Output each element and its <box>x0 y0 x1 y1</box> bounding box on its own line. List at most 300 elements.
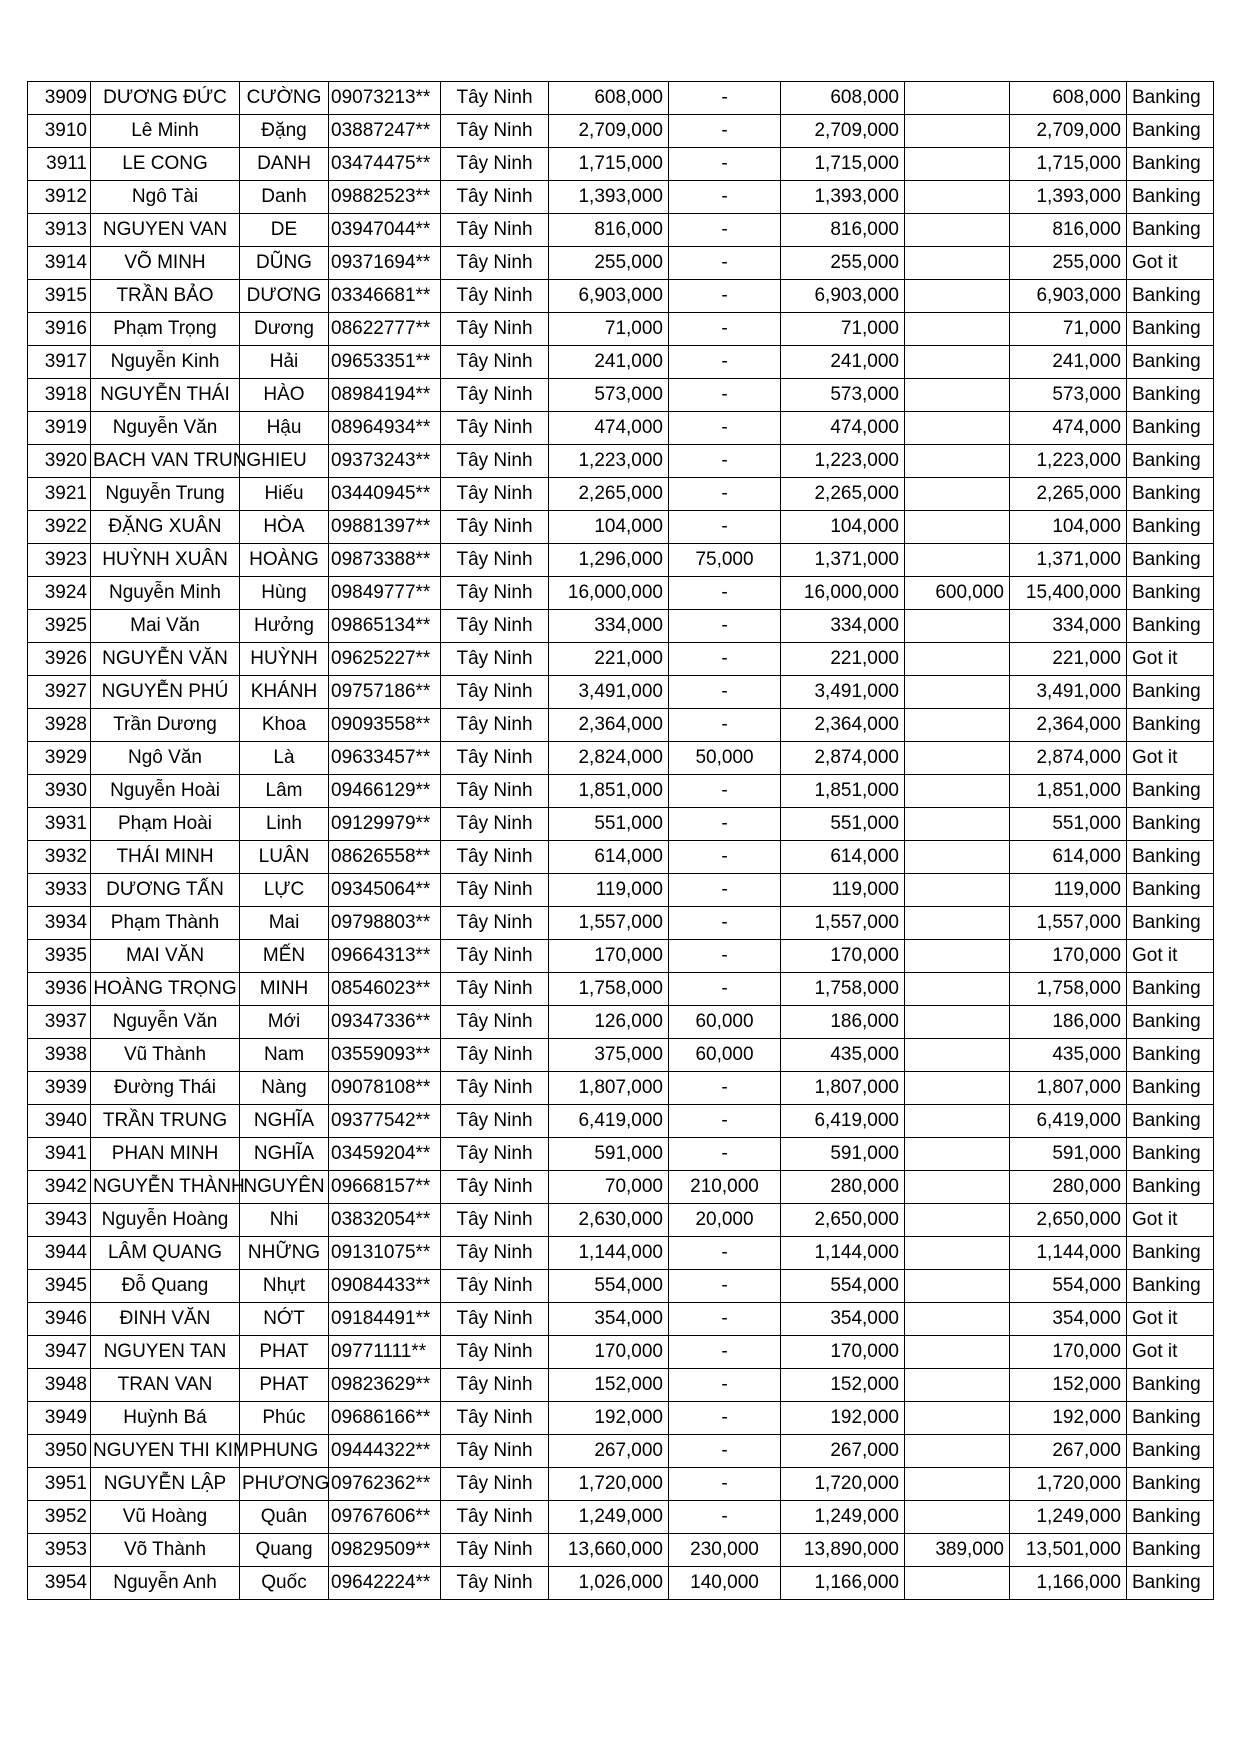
deduction-cell <box>905 82 1010 115</box>
surname-cell: NGUYEN VAN <box>91 214 240 247</box>
row-number-cell: 3921 <box>28 478 91 511</box>
method-cell: Banking <box>1127 379 1214 412</box>
deduction-cell <box>905 346 1010 379</box>
total-cell: 2,364,000 <box>1010 709 1127 742</box>
row-number-cell: 3912 <box>28 181 91 214</box>
subtotal-cell: 1,807,000 <box>781 1072 905 1105</box>
total-cell: 6,419,000 <box>1010 1105 1127 1138</box>
subtotal-cell: 2,265,000 <box>781 478 905 511</box>
row-number-cell: 3914 <box>28 247 91 280</box>
subtotal-cell: 1,720,000 <box>781 1468 905 1501</box>
surname-cell: ĐINH VĂN <box>91 1303 240 1336</box>
bonus-cell: 75,000 <box>669 544 781 577</box>
bonus-cell: - <box>669 676 781 709</box>
phone-cell: 09865134** <box>329 610 441 643</box>
bonus-cell: 230,000 <box>669 1534 781 1567</box>
deduction-cell <box>905 313 1010 346</box>
amount-cell: 1,807,000 <box>549 1072 669 1105</box>
given-name-cell: Phúc <box>240 1402 329 1435</box>
surname-cell: Phạm Thành <box>91 907 240 940</box>
subtotal-cell: 2,364,000 <box>781 709 905 742</box>
table-row <box>28 1270 1214 1303</box>
table-row <box>28 82 1214 115</box>
subtotal-cell: 1,144,000 <box>781 1237 905 1270</box>
surname-cell: Đỗ Quang <box>91 1270 240 1303</box>
method-cell: Got it <box>1127 1204 1214 1237</box>
method-cell: Banking <box>1127 1468 1214 1501</box>
method-cell: Banking <box>1127 808 1214 841</box>
method-cell: Got it <box>1127 742 1214 775</box>
bonus-cell: - <box>669 148 781 181</box>
method-cell: Banking <box>1127 412 1214 445</box>
table-row <box>28 1171 1214 1204</box>
amount-cell: 1,720,000 <box>549 1468 669 1501</box>
subtotal-cell: 1,758,000 <box>781 973 905 1006</box>
row-number-cell: 3916 <box>28 313 91 346</box>
bonus-cell: - <box>669 709 781 742</box>
amount-cell: 221,000 <box>549 643 669 676</box>
surname-cell: NGUYỄN THÀNH <box>91 1171 240 1204</box>
row-number-cell: 3945 <box>28 1270 91 1303</box>
phone-cell: 08964934** <box>329 412 441 445</box>
deduction-cell <box>905 610 1010 643</box>
subtotal-cell: 1,166,000 <box>781 1567 905 1600</box>
surname-cell: Võ Thành <box>91 1534 240 1567</box>
phone-cell: 03832054** <box>329 1204 441 1237</box>
amount-cell: 2,265,000 <box>549 478 669 511</box>
row-number-cell: 3941 <box>28 1138 91 1171</box>
row-number-cell: 3950 <box>28 1435 91 1468</box>
given-name-cell: HÀO <box>240 379 329 412</box>
amount-cell: 1,393,000 <box>549 181 669 214</box>
total-cell: 186,000 <box>1010 1006 1127 1039</box>
surname-cell: Mai Văn <box>91 610 240 643</box>
given-name-cell: LỰC <box>240 874 329 907</box>
method-cell: Got it <box>1127 1303 1214 1336</box>
method-cell: Banking <box>1127 973 1214 1006</box>
method-cell: Banking <box>1127 577 1214 610</box>
surname-cell: NGUYEN TAN <box>91 1336 240 1369</box>
row-number-cell: 3920 <box>28 445 91 478</box>
bonus-cell: - <box>669 1501 781 1534</box>
row-number-cell: 3934 <box>28 907 91 940</box>
deduction-cell <box>905 1204 1010 1237</box>
phone-cell: 08984194** <box>329 379 441 412</box>
amount-cell: 104,000 <box>549 511 669 544</box>
total-cell: 474,000 <box>1010 412 1127 445</box>
amount-cell: 170,000 <box>549 940 669 973</box>
subtotal-cell: 170,000 <box>781 940 905 973</box>
given-name-cell: LUÂN <box>240 841 329 874</box>
method-cell: Got it <box>1127 247 1214 280</box>
method-cell: Banking <box>1127 775 1214 808</box>
phone-cell: 09633457** <box>329 742 441 775</box>
given-name-cell: NHỮNG <box>240 1237 329 1270</box>
total-cell: 255,000 <box>1010 247 1127 280</box>
surname-cell: LÂM QUANG <box>91 1237 240 1270</box>
table-row <box>28 610 1214 643</box>
table-row <box>28 1072 1214 1105</box>
row-number-cell: 3935 <box>28 940 91 973</box>
method-cell: Banking <box>1127 709 1214 742</box>
province-cell: Tây Ninh <box>441 313 549 346</box>
surname-cell: BACH VAN TRUNG <box>91 445 240 478</box>
subtotal-cell: 551,000 <box>781 808 905 841</box>
amount-cell: 1,557,000 <box>549 907 669 940</box>
method-cell: Banking <box>1127 214 1214 247</box>
table-row <box>28 907 1214 940</box>
bonus-cell: - <box>669 940 781 973</box>
surname-cell: MAI VĂN <box>91 940 240 973</box>
table-row <box>28 247 1214 280</box>
surname-cell: NGUYỄN VĂN <box>91 643 240 676</box>
row-number-cell: 3939 <box>28 1072 91 1105</box>
table-row <box>28 511 1214 544</box>
table-row <box>28 577 1214 610</box>
amount-cell: 1,715,000 <box>549 148 669 181</box>
given-name-cell: MẾN <box>240 940 329 973</box>
table-row <box>28 1468 1214 1501</box>
given-name-cell: Hưởng <box>240 610 329 643</box>
deduction-cell <box>905 676 1010 709</box>
table-row <box>28 1501 1214 1534</box>
total-cell: 13,501,000 <box>1010 1534 1127 1567</box>
row-number-cell: 3940 <box>28 1105 91 1138</box>
method-cell: Banking <box>1127 1270 1214 1303</box>
province-cell: Tây Ninh <box>441 181 549 214</box>
province-cell: Tây Ninh <box>441 1303 549 1336</box>
total-cell: 1,807,000 <box>1010 1072 1127 1105</box>
given-name-cell: DŨNG <box>240 247 329 280</box>
table-body <box>28 82 1214 1600</box>
province-cell: Tây Ninh <box>441 1369 549 1402</box>
surname-cell: VÕ MINH <box>91 247 240 280</box>
method-cell: Banking <box>1127 1138 1214 1171</box>
subtotal-cell: 16,000,000 <box>781 577 905 610</box>
deduction-cell <box>905 1105 1010 1138</box>
bonus-cell: 20,000 <box>669 1204 781 1237</box>
bonus-cell: - <box>669 82 781 115</box>
phone-cell: 09873388** <box>329 544 441 577</box>
bonus-cell: - <box>669 247 781 280</box>
bonus-cell: - <box>669 1303 781 1336</box>
province-cell: Tây Ninh <box>441 1501 549 1534</box>
surname-cell: DƯƠNG TẤN <box>91 874 240 907</box>
table-row <box>28 181 1214 214</box>
table-row <box>28 1534 1214 1567</box>
table-row <box>28 1006 1214 1039</box>
table-row <box>28 841 1214 874</box>
amount-cell: 591,000 <box>549 1138 669 1171</box>
phone-cell: 09881397** <box>329 511 441 544</box>
phone-cell: 09829509** <box>329 1534 441 1567</box>
phone-cell: 03440945** <box>329 478 441 511</box>
given-name-cell: MINH <box>240 973 329 1006</box>
amount-cell: 1,223,000 <box>549 445 669 478</box>
subtotal-cell: 334,000 <box>781 610 905 643</box>
surname-cell: Nguyễn Trung <box>91 478 240 511</box>
method-cell: Banking <box>1127 1567 1214 1600</box>
deduction-cell: 389,000 <box>905 1534 1010 1567</box>
total-cell: 71,000 <box>1010 313 1127 346</box>
province-cell: Tây Ninh <box>441 1402 549 1435</box>
bonus-cell: - <box>669 874 781 907</box>
province-cell: Tây Ninh <box>441 676 549 709</box>
amount-cell: 152,000 <box>549 1369 669 1402</box>
total-cell: 2,265,000 <box>1010 478 1127 511</box>
bonus-cell: - <box>669 808 781 841</box>
amount-cell: 474,000 <box>549 412 669 445</box>
given-name-cell: Khoa <box>240 709 329 742</box>
surname-cell: NGUYỄN LẬP <box>91 1468 240 1501</box>
phone-cell: 09444322** <box>329 1435 441 1468</box>
phone-cell: 09129979** <box>329 808 441 841</box>
given-name-cell: Quốc <box>240 1567 329 1600</box>
province-cell: Tây Ninh <box>441 1006 549 1039</box>
phone-cell: 09078108** <box>329 1072 441 1105</box>
amount-cell: 334,000 <box>549 610 669 643</box>
phone-cell: 09377542** <box>329 1105 441 1138</box>
table-row <box>28 478 1214 511</box>
province-cell: Tây Ninh <box>441 115 549 148</box>
given-name-cell: HOÀNG <box>240 544 329 577</box>
given-name-cell: Nam <box>240 1039 329 1072</box>
subtotal-cell: 816,000 <box>781 214 905 247</box>
table-row <box>28 874 1214 907</box>
deduction-cell <box>905 643 1010 676</box>
given-name-cell: Quang <box>240 1534 329 1567</box>
row-number-cell: 3954 <box>28 1567 91 1600</box>
province-cell: Tây Ninh <box>441 511 549 544</box>
given-name-cell: Dương <box>240 313 329 346</box>
bonus-cell: - <box>669 1468 781 1501</box>
amount-cell: 1,249,000 <box>549 1501 669 1534</box>
deduction-cell <box>905 280 1010 313</box>
method-cell: Banking <box>1127 313 1214 346</box>
total-cell: 2,874,000 <box>1010 742 1127 775</box>
given-name-cell: Hiếu <box>240 478 329 511</box>
amount-cell: 70,000 <box>549 1171 669 1204</box>
given-name-cell: Hải <box>240 346 329 379</box>
table-row <box>28 1336 1214 1369</box>
phone-cell: 09184491** <box>329 1303 441 1336</box>
table-row <box>28 808 1214 841</box>
subtotal-cell: 3,491,000 <box>781 676 905 709</box>
surname-cell: Ngô Văn <box>91 742 240 775</box>
phone-cell: 09823629** <box>329 1369 441 1402</box>
amount-cell: 1,296,000 <box>549 544 669 577</box>
row-number-cell: 3925 <box>28 610 91 643</box>
province-cell: Tây Ninh <box>441 577 549 610</box>
phone-cell: 09084433** <box>329 1270 441 1303</box>
surname-cell: Nguyễn Anh <box>91 1567 240 1600</box>
total-cell: 816,000 <box>1010 214 1127 247</box>
deduction-cell <box>905 1072 1010 1105</box>
subtotal-cell: 267,000 <box>781 1435 905 1468</box>
deduction-cell <box>905 907 1010 940</box>
given-name-cell: DE <box>240 214 329 247</box>
row-number-cell: 3911 <box>28 148 91 181</box>
amount-cell: 554,000 <box>549 1270 669 1303</box>
total-cell: 104,000 <box>1010 511 1127 544</box>
given-name-cell: HUỲNH <box>240 643 329 676</box>
amount-cell: 354,000 <box>549 1303 669 1336</box>
deduction-cell <box>905 808 1010 841</box>
total-cell: 170,000 <box>1010 1336 1127 1369</box>
phone-cell: 09371694** <box>329 247 441 280</box>
deduction-cell: 600,000 <box>905 577 1010 610</box>
amount-cell: 2,364,000 <box>549 709 669 742</box>
given-name-cell: Đặng <box>240 115 329 148</box>
total-cell: 1,851,000 <box>1010 775 1127 808</box>
amount-cell: 551,000 <box>549 808 669 841</box>
amount-cell: 255,000 <box>549 247 669 280</box>
phone-cell: 09668157** <box>329 1171 441 1204</box>
surname-cell: Phạm Hoài <box>91 808 240 841</box>
method-cell: Banking <box>1127 478 1214 511</box>
bonus-cell: - <box>669 280 781 313</box>
row-number-cell: 3924 <box>28 577 91 610</box>
table-row <box>28 1237 1214 1270</box>
deduction-cell <box>905 775 1010 808</box>
total-cell: 591,000 <box>1010 1138 1127 1171</box>
phone-cell: 09347336** <box>329 1006 441 1039</box>
method-cell: Banking <box>1127 1402 1214 1435</box>
phone-cell: 03474475** <box>329 148 441 181</box>
deduction-cell <box>905 115 1010 148</box>
bonus-cell: - <box>669 1402 781 1435</box>
method-cell: Banking <box>1127 148 1214 181</box>
given-name-cell: Mai <box>240 907 329 940</box>
table-row <box>28 1435 1214 1468</box>
province-cell: Tây Ninh <box>441 346 549 379</box>
total-cell: 1,393,000 <box>1010 181 1127 214</box>
method-cell: Banking <box>1127 1501 1214 1534</box>
province-cell: Tây Ninh <box>441 1039 549 1072</box>
deduction-cell <box>905 181 1010 214</box>
amount-cell: 119,000 <box>549 874 669 907</box>
subtotal-cell: 6,903,000 <box>781 280 905 313</box>
deduction-cell <box>905 1006 1010 1039</box>
subtotal-cell: 280,000 <box>781 1171 905 1204</box>
method-cell: Banking <box>1127 1171 1214 1204</box>
total-cell: 2,709,000 <box>1010 115 1127 148</box>
bonus-cell: - <box>669 115 781 148</box>
total-cell: 1,371,000 <box>1010 544 1127 577</box>
bonus-cell: - <box>669 214 781 247</box>
province-cell: Tây Ninh <box>441 544 549 577</box>
surname-cell: Nguyễn Kinh <box>91 346 240 379</box>
deduction-cell <box>905 1237 1010 1270</box>
total-cell: 15,400,000 <box>1010 577 1127 610</box>
province-cell: Tây Ninh <box>441 1237 549 1270</box>
table-row <box>28 775 1214 808</box>
row-number-cell: 3910 <box>28 115 91 148</box>
method-cell: Banking <box>1127 511 1214 544</box>
given-name-cell: KHÁNH <box>240 676 329 709</box>
total-cell: 1,557,000 <box>1010 907 1127 940</box>
phone-cell: 03459204** <box>329 1138 441 1171</box>
method-cell: Banking <box>1127 115 1214 148</box>
deduction-cell <box>905 1171 1010 1204</box>
row-number-cell: 3909 <box>28 82 91 115</box>
total-cell: 221,000 <box>1010 643 1127 676</box>
province-cell: Tây Ninh <box>441 1534 549 1567</box>
surname-cell: TRẦN TRUNG <box>91 1105 240 1138</box>
deduction-cell <box>905 544 1010 577</box>
row-number-cell: 3927 <box>28 676 91 709</box>
province-cell: Tây Ninh <box>441 1435 549 1468</box>
phone-cell: 09642224** <box>329 1567 441 1600</box>
phone-cell: 03947044** <box>329 214 441 247</box>
given-name-cell: Nhựt <box>240 1270 329 1303</box>
province-cell: Tây Ninh <box>441 82 549 115</box>
phone-cell: 09131075** <box>329 1237 441 1270</box>
table-row <box>28 280 1214 313</box>
province-cell: Tây Ninh <box>441 907 549 940</box>
total-cell: 267,000 <box>1010 1435 1127 1468</box>
given-name-cell: Lâm <box>240 775 329 808</box>
phone-cell: 08626558** <box>329 841 441 874</box>
total-cell: 119,000 <box>1010 874 1127 907</box>
amount-cell: 170,000 <box>549 1336 669 1369</box>
bonus-cell: - <box>669 445 781 478</box>
amount-cell: 126,000 <box>549 1006 669 1039</box>
row-number-cell: 3947 <box>28 1336 91 1369</box>
table-row <box>28 742 1214 775</box>
bonus-cell: - <box>669 379 781 412</box>
amount-cell: 375,000 <box>549 1039 669 1072</box>
row-number-cell: 3951 <box>28 1468 91 1501</box>
method-cell: Got it <box>1127 1336 1214 1369</box>
method-cell: Banking <box>1127 676 1214 709</box>
given-name-cell: PHƯƠNG <box>240 1468 329 1501</box>
surname-cell: TRẦN BẢO <box>91 280 240 313</box>
table-row <box>28 214 1214 247</box>
surname-cell: NGUYEN THI KIM <box>91 1435 240 1468</box>
province-cell: Tây Ninh <box>441 841 549 874</box>
method-cell: Banking <box>1127 907 1214 940</box>
amount-cell: 1,144,000 <box>549 1237 669 1270</box>
bonus-cell: - <box>669 577 781 610</box>
surname-cell: HOÀNG TRỌNG <box>91 973 240 1006</box>
deduction-cell <box>905 1303 1010 1336</box>
surname-cell: Phạm Trọng <box>91 313 240 346</box>
given-name-cell: Linh <box>240 808 329 841</box>
subtotal-cell: 255,000 <box>781 247 905 280</box>
total-cell: 334,000 <box>1010 610 1127 643</box>
row-number-cell: 3923 <box>28 544 91 577</box>
subtotal-cell: 1,851,000 <box>781 775 905 808</box>
subtotal-cell: 170,000 <box>781 1336 905 1369</box>
row-number-cell: 3928 <box>28 709 91 742</box>
province-cell: Tây Ninh <box>441 874 549 907</box>
given-name-cell: DƯƠNG <box>240 280 329 313</box>
table-row <box>28 1303 1214 1336</box>
subtotal-cell: 573,000 <box>781 379 905 412</box>
phone-cell: 03887247** <box>329 115 441 148</box>
surname-cell: Nguyễn Minh <box>91 577 240 610</box>
total-cell: 280,000 <box>1010 1171 1127 1204</box>
table-row <box>28 115 1214 148</box>
deduction-cell <box>905 478 1010 511</box>
total-cell: 435,000 <box>1010 1039 1127 1072</box>
subtotal-cell: 6,419,000 <box>781 1105 905 1138</box>
table-row <box>28 346 1214 379</box>
subtotal-cell: 614,000 <box>781 841 905 874</box>
deduction-cell <box>905 742 1010 775</box>
subtotal-cell: 435,000 <box>781 1039 905 1072</box>
